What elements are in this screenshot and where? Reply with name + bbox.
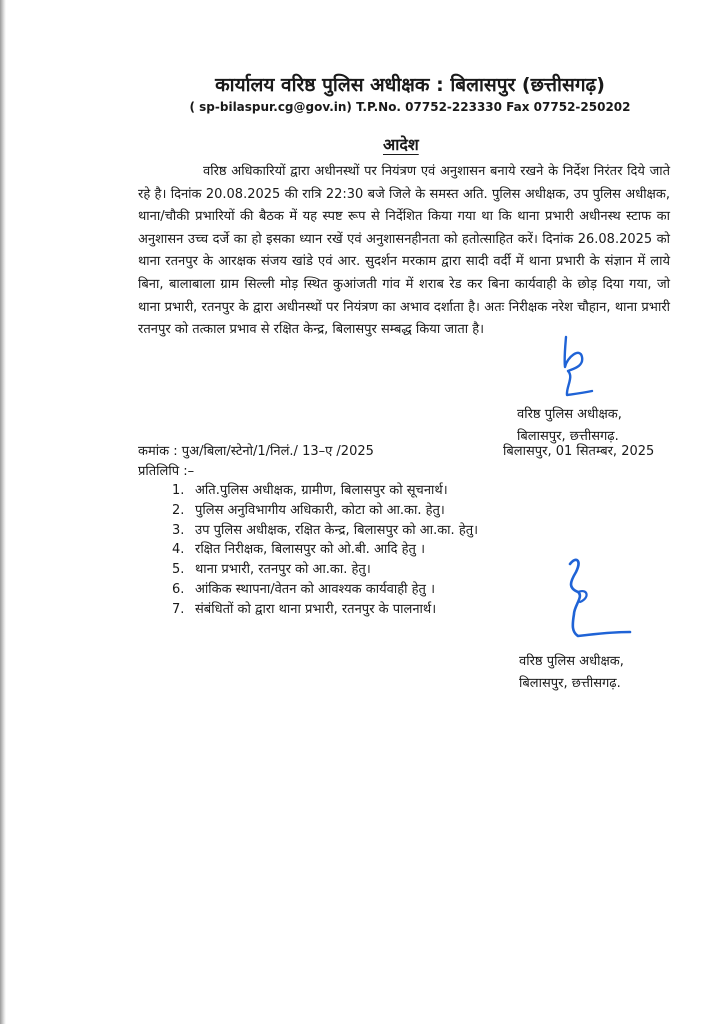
order-heading: आदेश — [383, 135, 419, 154]
list-item: 4. रक्षित निरीक्षक, बिलासपुर को ओ.बी. आदि हेतु । — [172, 542, 426, 558]
list-item: 1. अति.पुलिस अधीक्षक, ग्रामीण, बिलासपुर को सूचनार्थ। — [172, 483, 448, 498]
list-item: 2. पुलिस अनुविभागीय अधिकारी, कोटा को आ.का. हेतु। — [172, 502, 445, 518]
order-date: बिलासपुर, 01 सितम्बर, 2025 — [503, 444, 655, 459]
office-title: कार्यालय वरिष्ठ पुलिस अधीक्षक : बिलासपुर (छत्तीसगढ़) — [215, 74, 605, 96]
list-item: 6. आंकिक स्थापना/वेतन को आवश्यक कार्यवाही हेतु । — [172, 581, 435, 597]
copy-to-list — [172, 480, 478, 619]
office-contact-line: ( sp-bilaspur.cg@gov.in) T.P.No. 07752-223330 Fax 07752-250202 — [189, 100, 631, 114]
order-body: वरिष्ठ अधिकारियों द्वारा अधीनस्थों पर नियंत्रण एवं अनुशासन बनाये रखने के निर्देश निरंतर दिये जाते रहे है। दिनांक 20.08.2025 की रात्रि 22:30 बजे जिले के समस्त अति. पुलिस अधीक्षक, उप पुलिस अधीक्षक, थाना/चौकी प्रभारियों की बैठक में यह स्पष्ट रूप से निर्देशित किया गया था कि थाना प्रभारी अधीनस्थ स्टाफ का अनुशासन उच्च दर्जे का हो इसका ध्यान रखें एवं अनुशासनहीनता को हतोत्साहित करें। दिनांक 26.08.2025 को थाना रतनपुर के आरक्षक संजय खांडे एवं आर. सुदर्शन मरकाम द्वारा सादी वर्दी में थाना प्रभारी के संज्ञान में लाये बिना, बालाबाला ग्राम सिल्ली मोड़ स्थित कुआंजती गांव में शराब रेड कर बिना कार्यवाही के छोड़ दिया गया, जो थाना प्रभारी, रतनपुर के द्वारा अधीनस्थों पर नियंत्रण का अभाव दर्शाता है। अतः निरीक्षक नरेश चौहान, थाना प्रभारी रतनपुर को तत्काल प्रभाव से रक्षित केन्द्र, बिलासपुर सम्बद्ध किया जाता है। — [138, 164, 670, 338]
list-item: 5. थाना प्रभारी, रतनपुर को आ.का. हेतु। — [172, 562, 371, 578]
signatory-location: बिलासपुर, छत्तीसगढ़. — [517, 429, 619, 444]
list-item: 3. उप पुलिस अधीक्षक, रक्षित केन्द्र, बिलासपुर को आ.का. हेतु। — [172, 522, 479, 538]
signatory-designation: वरिष्ठ पुलिस अधीक्षक, — [519, 654, 624, 669]
signature-mark-2 — [560, 552, 636, 642]
reference-number: कमांक : पुअ/बिला/स्टेनो/1/निलं./ 13–ए /2025 — [138, 444, 374, 459]
copy-to-label: प्रतिलिपि :– — [138, 464, 195, 479]
list-item: 7. संबंधितों को द्वारा थाना प्रभारी, रतनपुर के पालनार्थ। — [172, 601, 437, 617]
page-edge-shadow — [0, 0, 6, 1024]
signature-block-2 — [519, 651, 624, 695]
signatory-designation: वरिष्ठ पुलिस अधीक्षक, — [517, 407, 622, 422]
signatory-location: बिलासपुर, छत्तीसगढ़. — [519, 676, 621, 691]
signature-mark-1 — [552, 333, 598, 399]
